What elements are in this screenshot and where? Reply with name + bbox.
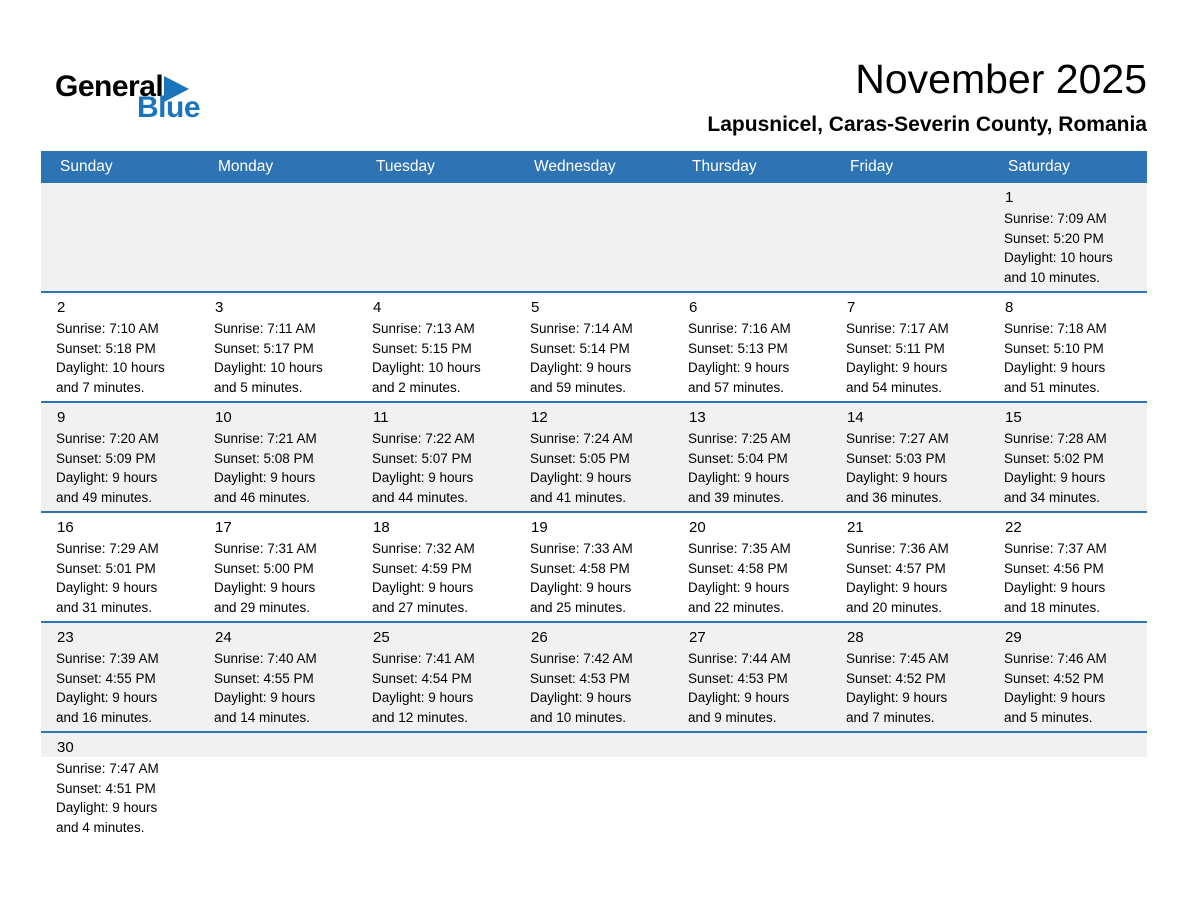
- daylight-text: Daylight: 9 hours: [372, 580, 474, 596]
- day-number: 13: [689, 409, 706, 427]
- day-cell-23: [41, 622, 199, 732]
- daylight-text-cont: and 51 minutes.: [1004, 379, 1101, 395]
- day-cell-15: [989, 402, 1147, 512]
- day-number: 3: [215, 299, 224, 317]
- daylight-text-cont: and 22 minutes.: [688, 599, 785, 615]
- day-cell-27: [673, 622, 831, 732]
- day-cell-18: [357, 512, 515, 622]
- weekday-header-friday: Friday: [831, 151, 989, 183]
- daylight-text: Daylight: 9 hours: [56, 690, 158, 706]
- sunrise-text: Sunrise: 7:11 AM: [214, 321, 316, 337]
- weekday-header-wednesday: Wednesday: [515, 151, 673, 183]
- weekday-header-thursday: Thursday: [673, 151, 831, 183]
- week-row-6: [41, 732, 1147, 858]
- sunrise-text: Sunrise: 7:42 AM: [530, 651, 633, 667]
- sunset-text: Sunset: 5:02 PM: [1004, 450, 1104, 466]
- empty-day-cell: [41, 183, 199, 292]
- sunrise-text: Sunrise: 7:24 AM: [530, 431, 633, 447]
- calendar-table: [41, 151, 1147, 858]
- empty-day-cell: [199, 183, 357, 292]
- day-number: 25: [373, 629, 390, 647]
- sunrise-text: Sunrise: 7:45 AM: [846, 651, 949, 667]
- day-cell-2: [41, 292, 199, 402]
- day-number: 22: [1005, 519, 1022, 537]
- sunrise-text: Sunrise: 7:10 AM: [56, 321, 159, 337]
- day-number: 20: [689, 519, 706, 537]
- sunset-text: Sunset: 4:59 PM: [372, 560, 472, 576]
- daylight-text-cont: and 31 minutes.: [56, 599, 153, 615]
- empty-day-cell: [515, 732, 673, 858]
- empty-day-cell: [357, 732, 515, 858]
- sunset-text: Sunset: 5:08 PM: [214, 450, 314, 466]
- daylight-text-cont: and 10 minutes.: [530, 709, 627, 725]
- daylight-text: Daylight: 9 hours: [530, 690, 632, 706]
- daylight-text-cont: and 27 minutes.: [372, 599, 469, 615]
- sunrise-text: Sunrise: 7:39 AM: [56, 651, 159, 667]
- sunrise-text: Sunrise: 7:35 AM: [688, 541, 791, 557]
- daylight-text: Daylight: 9 hours: [1004, 360, 1106, 376]
- sunset-text: Sunset: 4:54 PM: [372, 670, 472, 686]
- day-cell-8: [989, 292, 1147, 402]
- daylight-text: Daylight: 9 hours: [688, 360, 790, 376]
- empty-day-cell: [831, 183, 989, 292]
- sunset-text: Sunset: 5:20 PM: [1004, 230, 1104, 246]
- empty-day-cell: [515, 183, 673, 292]
- sunset-text: Sunset: 5:00 PM: [214, 560, 314, 576]
- day-cell-7: [831, 292, 989, 402]
- sunrise-text: Sunrise: 7:27 AM: [846, 431, 949, 447]
- week-row-3: [41, 402, 1147, 512]
- day-cell-19: [515, 512, 673, 622]
- calendar-body: [41, 183, 1147, 858]
- daylight-text-cont: and 14 minutes.: [214, 709, 311, 725]
- day-number: 12: [531, 409, 548, 427]
- day-number: 24: [215, 629, 232, 647]
- weekday-header-row: [41, 151, 1147, 183]
- day-cell-13: [673, 402, 831, 512]
- day-cell-14: [831, 402, 989, 512]
- logo-blue-text: Blue: [137, 91, 201, 124]
- sunrise-text: Sunrise: 7:31 AM: [214, 541, 317, 557]
- day-cell-5: [515, 292, 673, 402]
- sunset-text: Sunset: 4:53 PM: [688, 670, 788, 686]
- daylight-text-cont: and 39 minutes.: [688, 489, 785, 505]
- sunset-text: Sunset: 4:58 PM: [530, 560, 630, 576]
- daylight-text-cont: and 49 minutes.: [56, 489, 153, 505]
- sunrise-text: Sunrise: 7:20 AM: [56, 431, 159, 447]
- sunset-text: Sunset: 5:13 PM: [688, 340, 788, 356]
- daylight-text-cont: and 34 minutes.: [1004, 489, 1101, 505]
- day-number: 2: [57, 299, 66, 317]
- daylight-text: Daylight: 9 hours: [214, 690, 316, 706]
- sunrise-text: Sunrise: 7:28 AM: [1004, 431, 1107, 447]
- month-title: November 2025: [855, 56, 1147, 102]
- sunset-text: Sunset: 4:58 PM: [688, 560, 788, 576]
- sunrise-text: Sunrise: 7:29 AM: [56, 541, 159, 557]
- day-cell-1: [989, 183, 1147, 292]
- daylight-text-cont: and 12 minutes.: [372, 709, 469, 725]
- sunset-text: Sunset: 4:55 PM: [56, 670, 156, 686]
- day-cell-22: [989, 512, 1147, 622]
- daylight-text-cont: and 10 minutes.: [1004, 269, 1101, 285]
- daylight-text-cont: and 20 minutes.: [846, 599, 943, 615]
- sunset-text: Sunset: 4:53 PM: [530, 670, 630, 686]
- day-cell-3: [199, 292, 357, 402]
- week-row-2: [41, 292, 1147, 402]
- weekday-header-tuesday: Tuesday: [357, 151, 515, 183]
- sunrise-text: Sunrise: 7:40 AM: [214, 651, 317, 667]
- empty-day-cell: [199, 732, 357, 858]
- daylight-text: Daylight: 9 hours: [1004, 580, 1106, 596]
- day-cell-12: [515, 402, 673, 512]
- day-cell-9: [41, 402, 199, 512]
- day-cell-21: [831, 512, 989, 622]
- sunset-text: Sunset: 4:55 PM: [214, 670, 314, 686]
- daylight-text: Daylight: 9 hours: [530, 470, 632, 486]
- empty-day-cell: [673, 183, 831, 292]
- day-number: 11: [373, 409, 389, 427]
- day-number: 29: [1005, 629, 1022, 647]
- daylight-text-cont: and 36 minutes.: [846, 489, 943, 505]
- day-number: 30: [57, 739, 74, 757]
- daylight-text: Daylight: 9 hours: [56, 800, 158, 816]
- daylight-text: Daylight: 9 hours: [846, 470, 948, 486]
- empty-day-cell: [831, 732, 989, 858]
- day-number: 8: [1005, 299, 1014, 317]
- daylight-text: Daylight: 10 hours: [1004, 250, 1113, 266]
- daylight-text: Daylight: 10 hours: [372, 360, 481, 376]
- day-number: 5: [531, 299, 540, 317]
- daylight-text: Daylight: 9 hours: [56, 580, 158, 596]
- daylight-text: Daylight: 9 hours: [372, 470, 474, 486]
- day-number: 9: [57, 409, 66, 427]
- day-cell-30: [41, 732, 199, 858]
- day-cell-16: [41, 512, 199, 622]
- daylight-text-cont: and 5 minutes.: [1004, 709, 1093, 725]
- sunrise-text: Sunrise: 7:09 AM: [1004, 211, 1107, 227]
- day-number: 26: [531, 629, 548, 647]
- day-number: 27: [689, 629, 706, 647]
- day-cell-11: [357, 402, 515, 512]
- sunrise-text: Sunrise: 7:21 AM: [214, 431, 317, 447]
- sunset-text: Sunset: 4:56 PM: [1004, 560, 1104, 576]
- sunset-text: Sunset: 5:09 PM: [56, 450, 156, 466]
- location-subtitle: Lapusnicel, Caras-Severin County, Romania: [707, 113, 1147, 137]
- weekday-header-saturday: Saturday: [989, 151, 1147, 183]
- sunset-text: Sunset: 5:05 PM: [530, 450, 630, 466]
- sunrise-text: Sunrise: 7:37 AM: [1004, 541, 1107, 557]
- day-number: 15: [1005, 409, 1022, 427]
- sunrise-text: Sunrise: 7:16 AM: [688, 321, 791, 337]
- daylight-text-cont: and 18 minutes.: [1004, 599, 1101, 615]
- day-cell-26: [515, 622, 673, 732]
- sunrise-text: Sunrise: 7:47 AM: [56, 761, 159, 777]
- day-number: 21: [847, 519, 864, 537]
- day-number: 23: [57, 629, 74, 647]
- daylight-text: Daylight: 9 hours: [214, 470, 316, 486]
- daylight-text: Daylight: 9 hours: [1004, 470, 1106, 486]
- daylight-text: Daylight: 10 hours: [56, 360, 165, 376]
- sunrise-text: Sunrise: 7:17 AM: [846, 321, 949, 337]
- daylight-text-cont: and 59 minutes.: [530, 379, 627, 395]
- daylight-text: Daylight: 9 hours: [688, 690, 790, 706]
- day-number: 28: [847, 629, 864, 647]
- sunset-text: Sunset: 5:17 PM: [214, 340, 314, 356]
- sunrise-text: Sunrise: 7:14 AM: [530, 321, 633, 337]
- sunset-text: Sunset: 5:10 PM: [1004, 340, 1104, 356]
- day-cell-4: [357, 292, 515, 402]
- day-number: 6: [689, 299, 698, 317]
- sunrise-text: Sunrise: 7:46 AM: [1004, 651, 1107, 667]
- day-cell-29: [989, 622, 1147, 732]
- sunset-text: Sunset: 5:01 PM: [56, 560, 156, 576]
- day-number: 16: [57, 519, 74, 537]
- daylight-text: Daylight: 9 hours: [214, 580, 316, 596]
- daylight-text: Daylight: 9 hours: [846, 580, 948, 596]
- title-block: [707, 58, 1147, 137]
- sunset-text: Sunset: 4:52 PM: [846, 670, 946, 686]
- sunset-text: Sunset: 5:03 PM: [846, 450, 946, 466]
- sunrise-text: Sunrise: 7:25 AM: [688, 431, 791, 447]
- day-number: 7: [847, 299, 856, 317]
- daylight-text-cont: and 44 minutes.: [372, 489, 469, 505]
- daylight-text-cont: and 5 minutes.: [214, 379, 303, 395]
- empty-day-cell: [673, 732, 831, 858]
- sunset-text: Sunset: 5:04 PM: [688, 450, 788, 466]
- day-number: 19: [531, 519, 548, 537]
- sunrise-text: Sunrise: 7:18 AM: [1004, 321, 1107, 337]
- daylight-text: Daylight: 9 hours: [56, 470, 158, 486]
- daylight-text-cont: and 2 minutes.: [372, 379, 461, 395]
- week-row-1: [41, 183, 1147, 292]
- sunset-text: Sunset: 4:57 PM: [846, 560, 946, 576]
- sunrise-text: Sunrise: 7:36 AM: [846, 541, 949, 557]
- daylight-text: Daylight: 9 hours: [1004, 690, 1106, 706]
- day-cell-28: [831, 622, 989, 732]
- week-row-5: [41, 622, 1147, 732]
- daylight-text: Daylight: 9 hours: [530, 360, 632, 376]
- sunrise-text: Sunrise: 7:44 AM: [688, 651, 791, 667]
- daylight-text: Daylight: 9 hours: [372, 690, 474, 706]
- day-number: 17: [215, 519, 232, 537]
- sunset-text: Sunset: 5:15 PM: [372, 340, 472, 356]
- logo: [55, 58, 200, 123]
- week-row-4: [41, 512, 1147, 622]
- sunrise-text: Sunrise: 7:33 AM: [530, 541, 633, 557]
- day-cell-24: [199, 622, 357, 732]
- day-cell-25: [357, 622, 515, 732]
- daylight-text-cont: and 54 minutes.: [846, 379, 943, 395]
- empty-day-cell: [989, 732, 1147, 858]
- day-cell-20: [673, 512, 831, 622]
- day-number: 1: [1005, 189, 1014, 207]
- sunset-text: Sunset: 5:14 PM: [530, 340, 630, 356]
- day-number: 4: [373, 299, 382, 317]
- sunset-text: Sunset: 4:52 PM: [1004, 670, 1104, 686]
- daylight-text-cont: and 7 minutes.: [846, 709, 935, 725]
- sunset-text: Sunset: 4:51 PM: [56, 780, 156, 796]
- daylight-text-cont: and 29 minutes.: [214, 599, 311, 615]
- sunset-text: Sunset: 5:07 PM: [372, 450, 472, 466]
- daylight-text: Daylight: 9 hours: [530, 580, 632, 596]
- page-header: [0, 0, 1188, 151]
- daylight-text: Daylight: 9 hours: [846, 360, 948, 376]
- sunrise-text: Sunrise: 7:22 AM: [372, 431, 475, 447]
- day-number: 10: [215, 409, 232, 427]
- weekday-header-monday: Monday: [199, 151, 357, 183]
- daylight-text: Daylight: 9 hours: [846, 690, 948, 706]
- sunrise-text: Sunrise: 7:41 AM: [372, 651, 475, 667]
- sunrise-text: Sunrise: 7:32 AM: [372, 541, 475, 557]
- daylight-text: Daylight: 9 hours: [688, 470, 790, 486]
- daylight-text-cont: and 46 minutes.: [214, 489, 311, 505]
- day-number: 18: [373, 519, 390, 537]
- daylight-text-cont: and 57 minutes.: [688, 379, 785, 395]
- sunset-text: Sunset: 5:18 PM: [56, 340, 156, 356]
- daylight-text-cont: and 7 minutes.: [56, 379, 145, 395]
- daylight-text: Daylight: 9 hours: [688, 580, 790, 596]
- empty-day-cell: [357, 183, 515, 292]
- daylight-text-cont: and 9 minutes.: [688, 709, 777, 725]
- day-cell-6: [673, 292, 831, 402]
- daylight-text-cont: and 41 minutes.: [530, 489, 627, 505]
- daylight-text-cont: and 16 minutes.: [56, 709, 153, 725]
- logo-general-text: General: [55, 70, 164, 103]
- day-cell-10: [199, 402, 357, 512]
- day-cell-17: [199, 512, 357, 622]
- daylight-text-cont: and 25 minutes.: [530, 599, 627, 615]
- sunrise-text: Sunrise: 7:13 AM: [372, 321, 475, 337]
- weekday-header-sunday: Sunday: [41, 151, 199, 183]
- sunset-text: Sunset: 5:11 PM: [846, 340, 945, 356]
- day-number: 14: [847, 409, 864, 427]
- daylight-text-cont: and 4 minutes.: [56, 819, 145, 835]
- daylight-text: Daylight: 10 hours: [214, 360, 323, 376]
